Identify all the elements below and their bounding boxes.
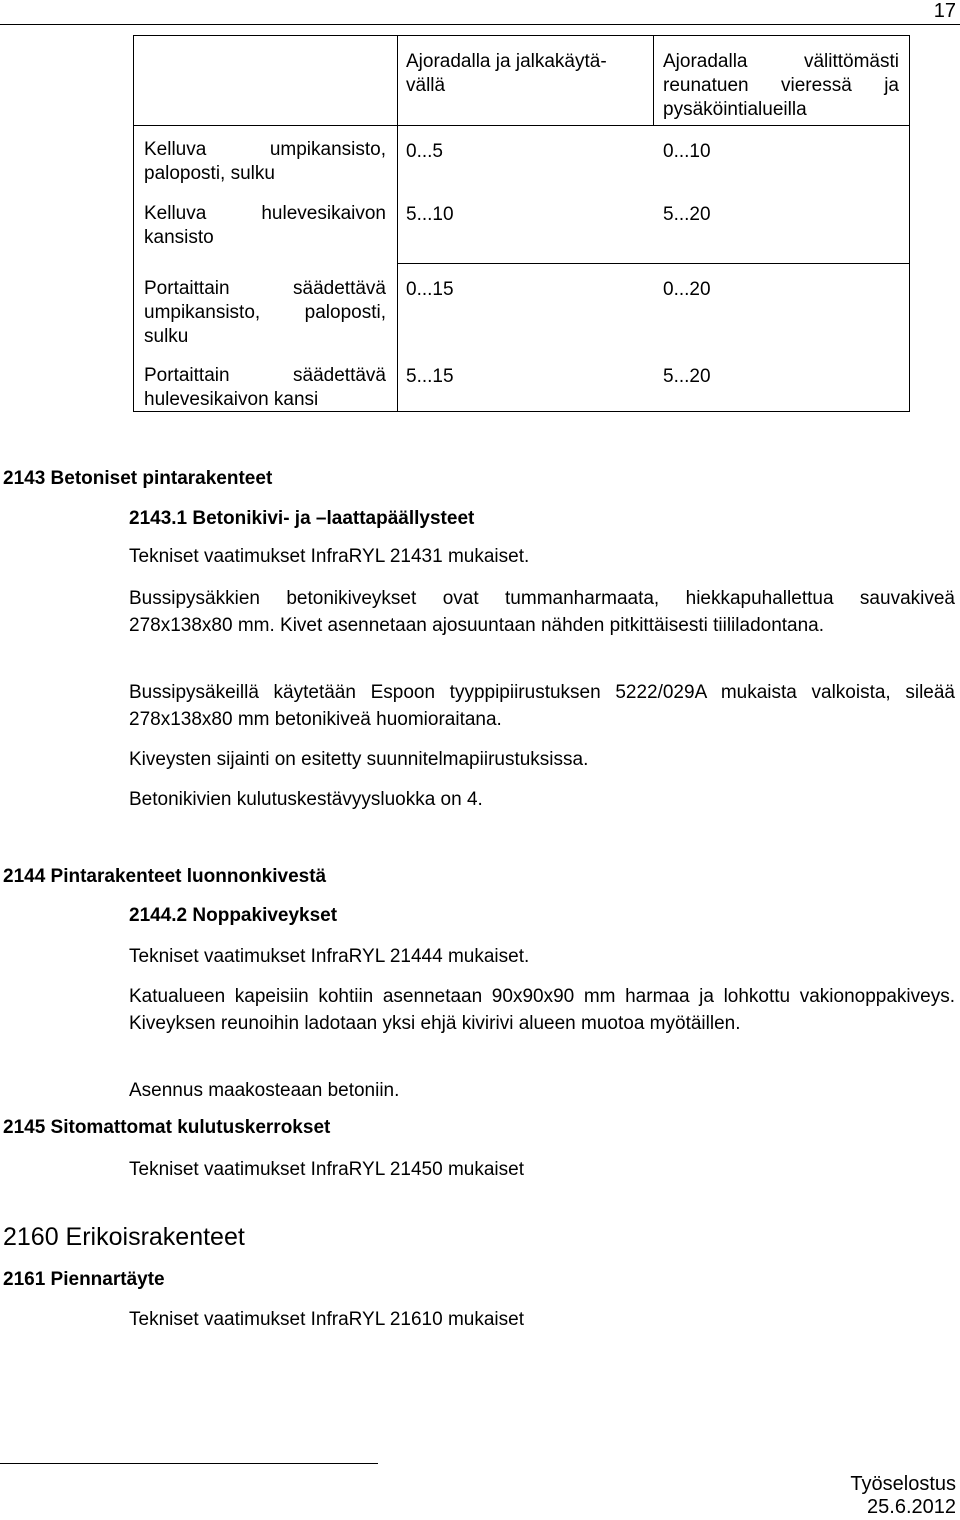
section-heading-2143: 2143 Betoniset pintarakenteet [3,468,273,489]
paragraph: Kiveysten sijainti on esitetty suunnitelmapiirustuksissa. [129,749,589,770]
table-divider [653,36,654,125]
subsection-heading-2143-1: 2143.1 Betonikivi- ja –laattapäällysteet [129,508,475,529]
header-rule [0,24,960,25]
footer-date: 25.6.2012 [867,1496,956,1518]
page-number: 17 [933,0,956,22]
paragraph: Bussipysäkeillä käytetään Espoon tyyppipiirustuksen 5222/029A mukaista valkoista, sileää 278x138x80 mm betonikiveä huomioraitana. [129,682,955,730]
table-row-label: Kelluva hulevesikaivon kansisto [144,203,386,248]
table-divider [397,36,398,411]
table-divider [134,125,909,126]
table-cell: 0...15 [406,279,454,300]
table-cell: 0...20 [663,279,711,300]
paragraph: Tekniset vaatimukset InfraRYL 21450 mukaiset [129,1159,524,1180]
table-cell: 5...20 [663,204,711,225]
table-cell: 0...5 [406,141,443,162]
table-cell: 0...10 [663,141,711,162]
paragraph: Tekniset vaatimukset InfraRYL 21610 mukaiset [129,1309,524,1330]
section-heading-2145: 2145 Sitomattomat kulutuskerrokset [3,1117,331,1138]
paragraph: Tekniset vaatimukset InfraRYL 21431 mukaiset. [129,546,530,567]
paragraph: Asennus maakosteaan betoniin. [129,1080,400,1101]
paragraph: Bussipysäkkien betonikiveykset ovat tummanharmaata, hiekkapuhallettua sauvakiveä 278x138x80 mm. Kivet asennetaan ajosuuntaan nähden pitkittäisesti tiililadontana. [129,588,955,636]
table-row-label: Portaittain säädettävä hulevesikaivon kansi [144,365,386,410]
table-header-col1: Ajoradalla ja jalkakäytä- vällä [406,51,607,96]
paragraph: Tekniset vaatimukset InfraRYL 21444 mukaiset. [129,946,530,967]
section-heading-2144: 2144 Pintarakenteet luonnonkivestä [3,866,327,887]
subsection-heading-2161: 2161 Piennartäyte [3,1269,165,1290]
table-cell: 5...20 [663,366,711,387]
footer-title: Työselostus [850,1473,956,1495]
table-row-label: Kelluva umpikansisto, paloposti, sulku [144,139,386,184]
table-cell: 5...15 [406,366,454,387]
table-row-label: Portaittain säädettävä umpikansisto, paloposti, sulku [144,278,386,347]
paragraph: Katualueen kapeisiin kohtiin asennetaan 90x90x90 mm harmaa ja lohkottu vakionoppakiveys. Kiveyksen reunoihin ladotaan yksi ehjä kivirivi alueen muotoa myötäillen. [129,986,955,1034]
table-divider [397,263,909,264]
section-heading-2160: 2160 Erikoisrakenteet [3,1223,245,1251]
footer-rule [0,1463,378,1464]
table-header-col2: Ajoradalla välittömästi reunatuen vieressä ja pysäköintialueilla [663,51,899,120]
subsection-heading-2144-2: 2144.2 Noppakiveykset [129,905,338,926]
tolerance-table [133,35,910,412]
paragraph: Betonikivien kulutuskestävyysluokka on 4. [129,789,483,810]
table-cell: 5...10 [406,204,454,225]
